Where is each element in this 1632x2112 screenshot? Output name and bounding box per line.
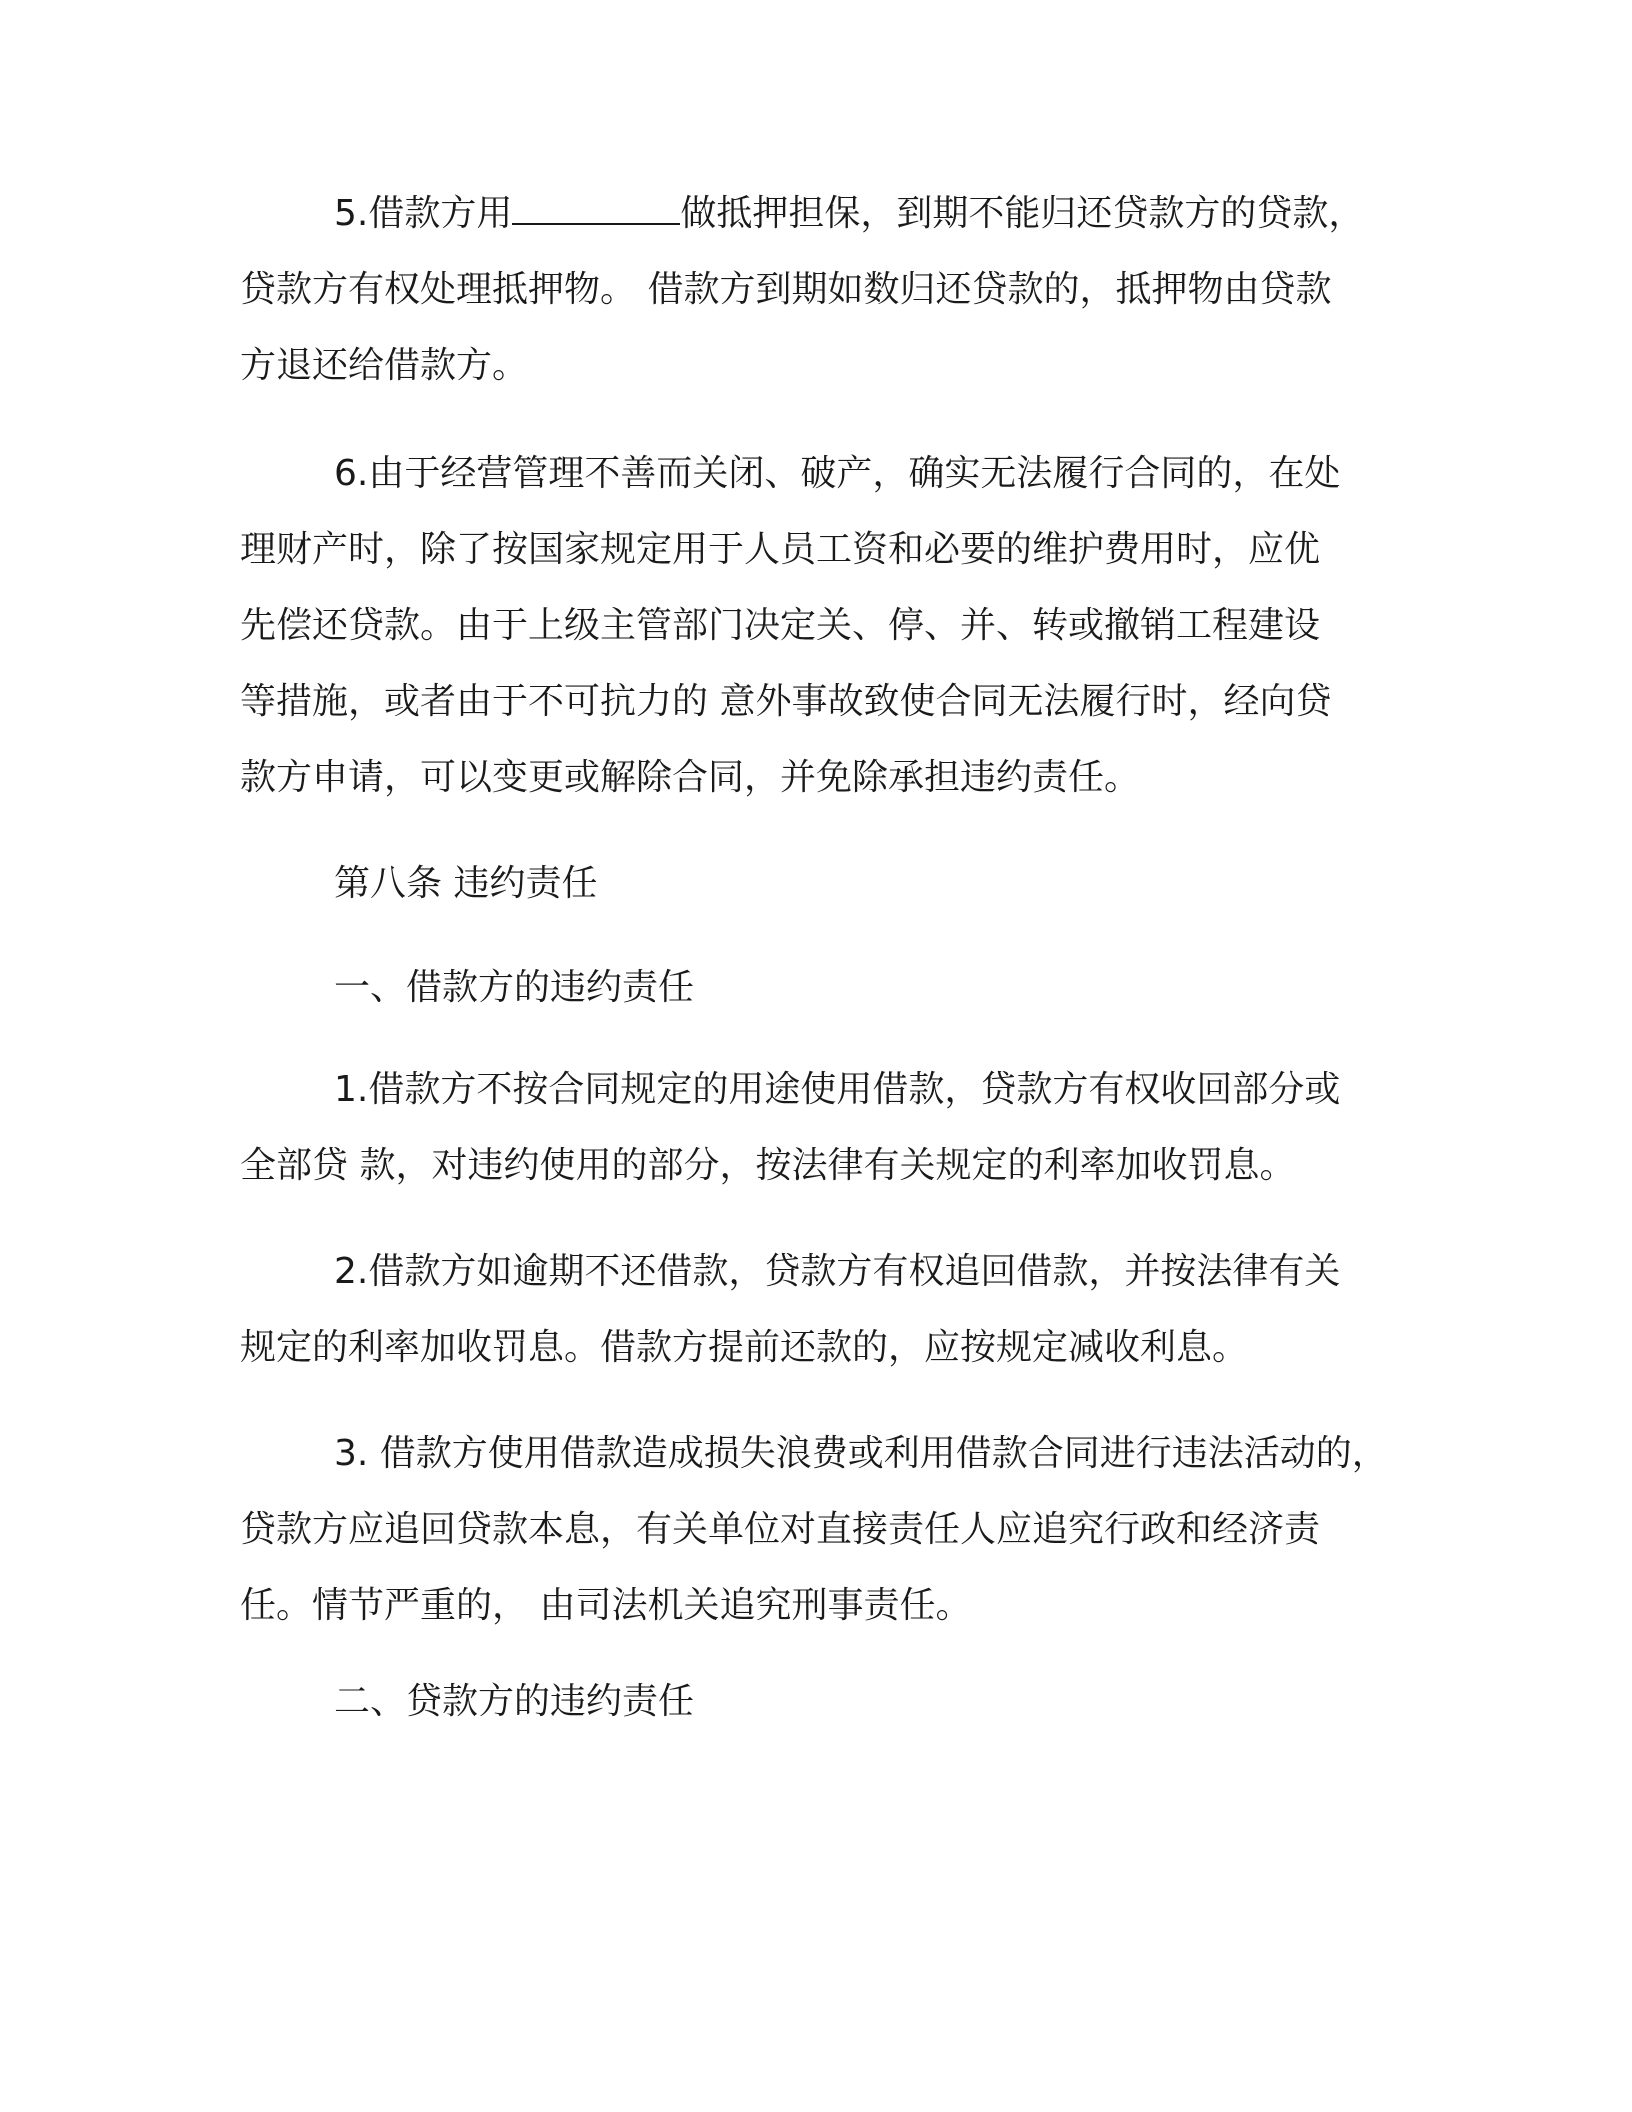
paragraph-line: 2.借款方如逾期不还借款，贷款方有权追回借款，并按法律有关 bbox=[334, 1251, 1341, 1292]
paragraph-line: 方退还给借款方。 bbox=[240, 345, 529, 386]
paragraph-line: 任。情节严重的， 由司法机关追究刑事责任。 bbox=[240, 1585, 972, 1626]
paragraph-line: 6.由于经营管理不善而关闭、破产，确实无法履行合同的，在处 bbox=[334, 453, 1341, 494]
fill-in-blank bbox=[512, 193, 680, 225]
item-3 bbox=[240, 1416, 1410, 1644]
paragraph-line: 贷款方应追回贷款本息，有关单位对直接责任人应追究行政和经济责 bbox=[240, 1509, 1321, 1550]
paragraph-line: 理财产时，除了按国家规定用于人员工资和必要的维护费用时，应优 bbox=[240, 529, 1321, 570]
paragraph-line: 贷款方有权处理抵押物。 借款方到期如数归还贷款的，抵押物由贷款 bbox=[240, 269, 1332, 310]
item-1 bbox=[240, 1052, 1410, 1204]
paragraph-line: 款方申请，可以变更或解除合同，并免除承担违约责任。 bbox=[240, 757, 1141, 798]
article-8-title: 第八条 违约责任 bbox=[334, 863, 598, 904]
paragraph-6 bbox=[240, 436, 1410, 816]
paragraph-line: 全部贷 款，对违约使用的部分，按法律有关规定的利率加收罚息。 bbox=[240, 1145, 1296, 1186]
paragraph-line: 先偿还贷款。由于上级主管部门决定关、停、并、转或撤销工程建设 bbox=[240, 605, 1321, 646]
paragraph-line: 等措施，或者由于不可抗力的 意外事故致使合同无法履行时，经向贷 bbox=[240, 681, 1332, 722]
paragraph-line: 1.借款方不按合同规定的用途使用借款，贷款方有权收回部分或 bbox=[334, 1069, 1341, 1110]
item-2 bbox=[240, 1234, 1410, 1386]
paragraph-5 bbox=[240, 176, 1410, 404]
paragraph-line: 5.借款方用 做抵押担保，到期不能归还贷款方的贷款， bbox=[334, 193, 1365, 234]
paragraph-line: 规定的利率加收罚息。借款方提前还款的，应按规定减收利息。 bbox=[240, 1327, 1249, 1368]
section-2-title: 二、贷款方的违约责任 bbox=[334, 1681, 695, 1722]
paragraph-line: 3. 借款方使用借款造成损失浪费或利用借款合同进行违法活动的， bbox=[334, 1433, 1388, 1474]
section-1-title: 一、借款方的违约责任 bbox=[334, 967, 695, 1008]
